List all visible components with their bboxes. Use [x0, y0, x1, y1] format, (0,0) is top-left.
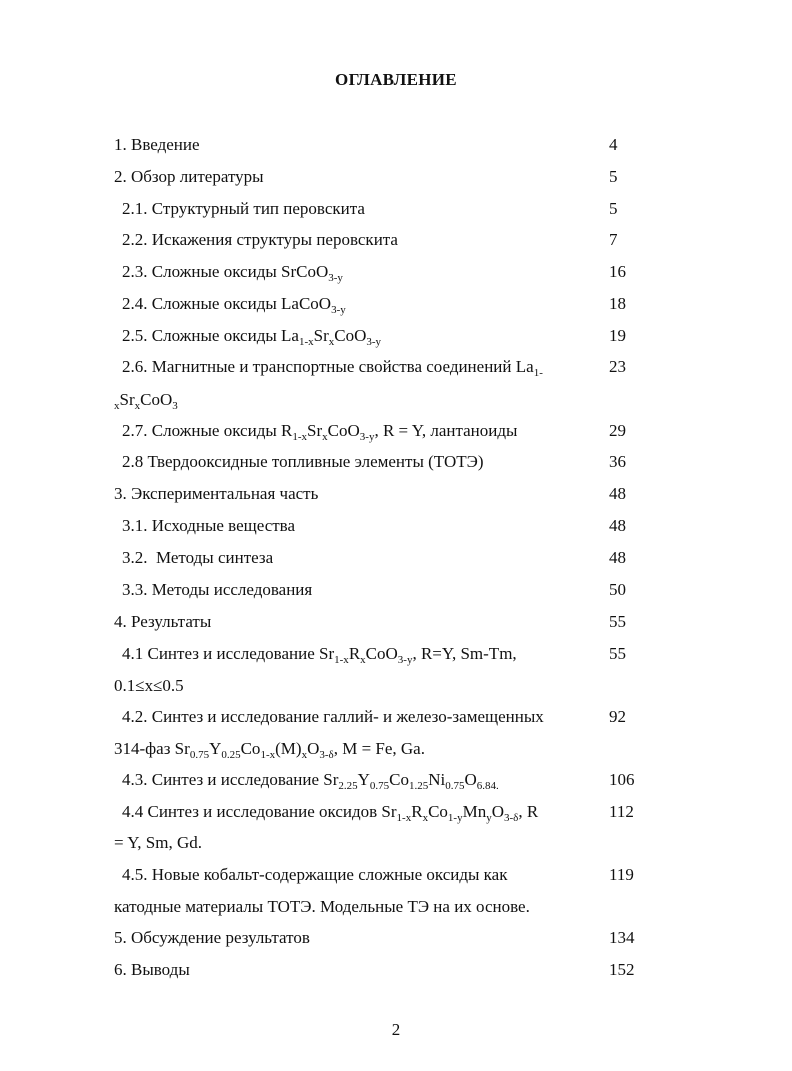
toc-entry-page: 48	[609, 548, 626, 567]
toc-entry[interactable]	[122, 199, 682, 219]
toc-entry[interactable]	[122, 580, 682, 600]
toc-entry[interactable]	[114, 928, 674, 948]
toc-entry-continuation: = Y, Sm, Gd.	[114, 833, 202, 852]
toc-entry-page: 55	[609, 612, 626, 631]
toc-entry-page: 106	[609, 770, 635, 789]
toc-entry[interactable]	[122, 865, 682, 885]
toc-entry-title: 4.3. Синтез и исследование $Sr_{2.25}Y_{0.75}Co_{1.25}Ni_{0.75}O_{6.84.}$	[122, 770, 499, 792]
toc-entry[interactable]	[122, 770, 682, 790]
toc-entry-continuation: $_xSr_xCoO_3$	[114, 390, 178, 412]
toc-entry-page: 23	[609, 357, 626, 376]
toc-entry[interactable]	[122, 230, 682, 250]
toc-entry-title: 1. Введение	[114, 135, 200, 154]
toc-entry[interactable]	[122, 548, 682, 568]
toc-entry-title: 2.7. Сложные оксиды $R_{1-x}Sr_xCoO_{3-y}$, R = Y, лантаноиды	[122, 421, 518, 443]
toc-entry-title: 4.1 Синтез и исследование $Sr_{1-x}R_xCoO_{3-y}$, R=Y, Sm-Tm,	[122, 644, 517, 666]
toc-entry-page: 36	[609, 452, 626, 471]
toc-entry-title: 6. Выводы	[114, 960, 190, 979]
toc-entry-page: 55	[609, 644, 626, 663]
toc-entry-page: 16	[609, 262, 626, 281]
toc-entry-page: 29	[609, 421, 626, 440]
toc-entry-page: 119	[609, 865, 634, 884]
toc-entry[interactable]	[114, 612, 674, 632]
toc-entry-page: 5	[609, 199, 618, 218]
toc-entry-continuation: катодные материалы ТОТЭ. Модельные ТЭ на их основе.	[114, 897, 530, 916]
toc-entry[interactable]	[122, 802, 682, 822]
toc-entry[interactable]	[114, 960, 674, 980]
toc-entry-title: 2.3. Сложные оксиды SrCoO$_{3-y}$	[122, 262, 343, 284]
toc-entry-page: 48	[609, 516, 626, 535]
toc-entry[interactable]	[122, 707, 682, 727]
toc-entry-title: 5. Обсуждение результатов	[114, 928, 310, 947]
toc-entry-page: 92	[609, 707, 626, 726]
toc-entry-title: 4. Результаты	[114, 612, 212, 631]
toc-entry[interactable]	[114, 135, 674, 155]
toc-entry[interactable]	[122, 294, 682, 314]
toc-entry-page: 134	[609, 928, 635, 947]
toc-entry-title: 3.1. Исходные вещества	[122, 516, 296, 535]
toc-entry-title: 3. Экспериментальная часть	[114, 484, 319, 503]
toc-entry-page: 18	[609, 294, 626, 313]
toc-entry-title: 3.2. Методы синтеза	[122, 548, 274, 567]
page-number: 2	[391, 1020, 401, 1039]
toc-entry-page: 7	[609, 230, 618, 249]
toc-entry-page: 152	[609, 960, 635, 979]
toc-entry[interactable]	[122, 516, 682, 536]
toc-entry-title: 2.1. Структурный тип перовскита	[122, 199, 365, 218]
toc-entry-title: 2. Обзор литературы	[114, 167, 264, 186]
toc-entry-page: 5	[609, 167, 618, 186]
toc-entry-title: 4.4 Синтез и исследование оксидов $Sr_{1-x}R_xCo_{1-y}Mn_yO_{3-\delta}$, R	[122, 802, 539, 824]
toc-entry[interactable]	[114, 167, 674, 187]
toc-entry-page: 19	[609, 326, 626, 345]
toc-entry-page: 112	[609, 802, 634, 821]
toc-entry-page: 4	[609, 135, 618, 154]
toc-entry-title: 2.4. Сложные оксиды LaCoO$_{3-y}$	[122, 294, 346, 316]
toc-entry-title: 2.8 Твердооксидные топливные элементы (ТОТЭ)	[122, 452, 484, 471]
toc-entry[interactable]	[122, 421, 682, 441]
toc-entry-page: 48	[609, 484, 626, 503]
toc-entry-title: 2.6. Магнитные и транспортные свойства соединений $La_{1-}$	[122, 357, 543, 379]
toc-entry[interactable]	[122, 262, 682, 282]
toc-entry-title: 3.3. Методы исследования	[122, 580, 313, 599]
toc-entry-continuation: 0.1≤x≤0.5	[114, 676, 184, 695]
toc-entry-title: 4.2. Синтез и исследование галлий- и железо-замещенных	[122, 707, 544, 726]
toc-entry-title: 4.5. Новые кобальт-содержащие сложные оксиды как	[122, 865, 508, 884]
page-title: ОГЛАВЛЕНИЕ	[335, 70, 457, 89]
toc-entry[interactable]	[114, 484, 674, 504]
toc-entry[interactable]	[122, 326, 682, 346]
toc-entry[interactable]	[122, 644, 682, 664]
toc-entry-page: 50	[609, 580, 626, 599]
toc-entry-continuation: 314-фаз $Sr_{0.75}Y_{0.25}Co_{1-x}(M)_xO_{3-\delta}$, M = Fe, Ga.	[114, 739, 425, 761]
toc-entry[interactable]	[122, 452, 682, 472]
toc-entry-title: 2.5. Сложные оксиды $La_{1-x}Sr_xCoO_{3-y}$	[122, 326, 382, 348]
toc-entry-title: 2.2. Искажения структуры перовскита	[122, 230, 398, 249]
toc-entry[interactable]	[122, 357, 682, 377]
